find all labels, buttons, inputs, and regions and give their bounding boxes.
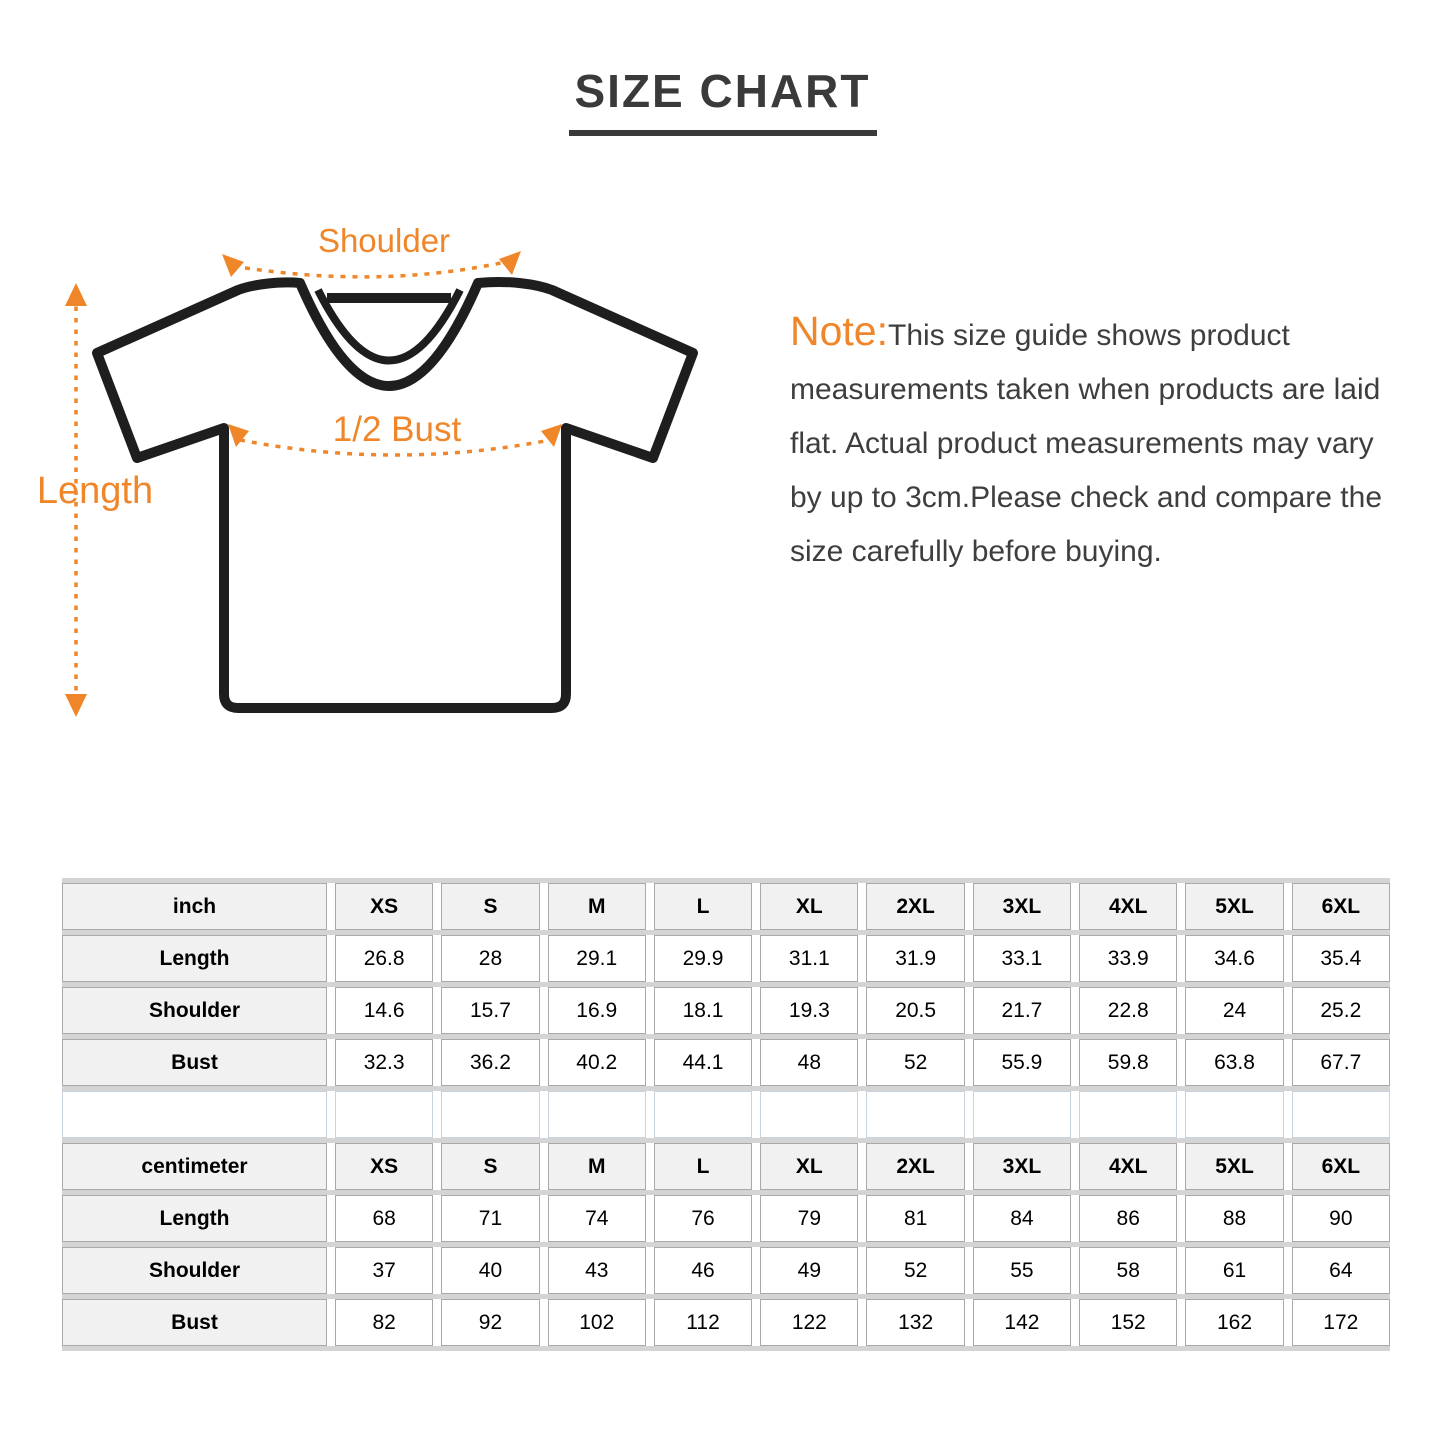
- empty-cell: [654, 1091, 752, 1138]
- value-cell: 35.4: [1292, 935, 1390, 982]
- value-cell: 48: [760, 1039, 858, 1086]
- table-row: [62, 1299, 1390, 1346]
- table-row: [62, 883, 1390, 930]
- size-tables: [62, 878, 1390, 1351]
- value-cell: 152: [1079, 1299, 1177, 1346]
- value-cell: 79: [760, 1195, 858, 1242]
- size-header-cell: M: [548, 1143, 646, 1190]
- value-cell: 33.1: [973, 935, 1071, 982]
- size-header-cell: S: [441, 883, 539, 930]
- empty-cell: [760, 1091, 858, 1138]
- table-row: [62, 1039, 1390, 1086]
- size-header-cell: S: [441, 1143, 539, 1190]
- empty-cell: [973, 1091, 1071, 1138]
- value-cell: 26.8: [335, 935, 433, 982]
- value-cell: 142: [973, 1299, 1071, 1346]
- size-header-cell: XL: [760, 1143, 858, 1190]
- size-header-cell: L: [654, 1143, 752, 1190]
- value-cell: 58: [1079, 1247, 1177, 1294]
- value-cell: 16.9: [548, 987, 646, 1034]
- value-cell: 112: [654, 1299, 752, 1346]
- empty-cell: [1292, 1091, 1390, 1138]
- value-cell: 172: [1292, 1299, 1390, 1346]
- value-cell: 55: [973, 1247, 1071, 1294]
- value-cell: 76: [654, 1195, 752, 1242]
- value-cell: 34.6: [1185, 935, 1283, 982]
- empty-cell: [1185, 1091, 1283, 1138]
- note-label: Note:: [790, 308, 888, 354]
- size-header-cell: 2XL: [866, 883, 964, 930]
- spacer-row: [62, 1091, 1390, 1138]
- value-cell: 64: [1292, 1247, 1390, 1294]
- value-cell: 81: [866, 1195, 964, 1242]
- note-text: This size guide shows product measurements taken when products are laid flat. Actual product measurements may vary by up to 3cm.Please check and compare the size carefully before buying.: [790, 319, 1383, 568]
- size-header-cell: 6XL: [1292, 883, 1390, 930]
- size-header-cell: M: [548, 883, 646, 930]
- empty-cell: [335, 1091, 433, 1138]
- row-label-cell: Bust: [62, 1299, 327, 1346]
- value-cell: 46: [654, 1247, 752, 1294]
- table-row: [62, 935, 1390, 982]
- unit-header-cell: centimeter: [62, 1143, 327, 1190]
- empty-cell: [1079, 1091, 1177, 1138]
- row-label-cell: Bust: [62, 1039, 327, 1086]
- title-wrap: [0, 64, 1445, 136]
- bust-label: 1/2 Bust: [332, 410, 462, 449]
- row-label-cell: Length: [62, 1195, 327, 1242]
- value-cell: 55.9: [973, 1039, 1071, 1086]
- value-cell: 31.1: [760, 935, 858, 982]
- size-header-cell: 3XL: [973, 883, 1071, 930]
- value-cell: 71: [441, 1195, 539, 1242]
- value-cell: 19.3: [760, 987, 858, 1034]
- table-row: [62, 1247, 1390, 1294]
- tshirt-outline: [97, 282, 693, 708]
- value-cell: 32.3: [335, 1039, 433, 1086]
- value-cell: 29.1: [548, 935, 646, 982]
- value-cell: 24: [1185, 987, 1283, 1034]
- value-cell: 40: [441, 1247, 539, 1294]
- size-header-cell: 3XL: [973, 1143, 1071, 1190]
- value-cell: 90: [1292, 1195, 1390, 1242]
- row-label-cell: Length: [62, 935, 327, 982]
- table-row: [62, 1195, 1390, 1242]
- tshirt-diagram: [30, 205, 770, 765]
- value-cell: 15.7: [441, 987, 539, 1034]
- value-cell: 61: [1185, 1247, 1283, 1294]
- value-cell: 43: [548, 1247, 646, 1294]
- value-cell: 59.8: [1079, 1039, 1177, 1086]
- row-label-cell: Shoulder: [62, 987, 327, 1034]
- tshirt-illustration: [30, 205, 770, 765]
- unit-header-cell: inch: [62, 883, 327, 930]
- value-cell: 14.6: [335, 987, 433, 1034]
- value-cell: 33.9: [1079, 935, 1177, 982]
- length-label: Length: [36, 470, 154, 512]
- value-cell: 31.9: [866, 935, 964, 982]
- value-cell: 63.8: [1185, 1039, 1283, 1086]
- value-cell: 132: [866, 1299, 964, 1346]
- value-cell: 22.8: [1079, 987, 1177, 1034]
- empty-cell: [866, 1091, 964, 1138]
- value-cell: 37: [335, 1247, 433, 1294]
- size-header-cell: 5XL: [1185, 1143, 1283, 1190]
- value-cell: 67.7: [1292, 1039, 1390, 1086]
- size-header-cell: XS: [335, 883, 433, 930]
- value-cell: 92: [441, 1299, 539, 1346]
- size-header-cell: XL: [760, 883, 858, 930]
- value-cell: 20.5: [866, 987, 964, 1034]
- value-cell: 52: [866, 1039, 964, 1086]
- value-cell: 21.7: [973, 987, 1071, 1034]
- note-block: [790, 304, 1394, 579]
- value-cell: 162: [1185, 1299, 1283, 1346]
- value-cell: 25.2: [1292, 987, 1390, 1034]
- value-cell: 52: [866, 1247, 964, 1294]
- value-cell: 68: [335, 1195, 433, 1242]
- row-label-cell: Shoulder: [62, 1247, 327, 1294]
- value-cell: 36.2: [441, 1039, 539, 1086]
- empty-cell: [548, 1091, 646, 1138]
- table-row: [62, 987, 1390, 1034]
- empty-cell: [441, 1091, 539, 1138]
- value-cell: 29.9: [654, 935, 752, 982]
- value-cell: 86: [1079, 1195, 1177, 1242]
- value-cell: 44.1: [654, 1039, 752, 1086]
- size-header-cell: 2XL: [866, 1143, 964, 1190]
- value-cell: 74: [548, 1195, 646, 1242]
- value-cell: 49: [760, 1247, 858, 1294]
- empty-cell: [62, 1091, 327, 1138]
- size-header-cell: 4XL: [1079, 883, 1177, 930]
- table-row: [62, 1143, 1390, 1190]
- size-header-cell: XS: [335, 1143, 433, 1190]
- size-header-cell: 5XL: [1185, 883, 1283, 930]
- size-header-cell: 4XL: [1079, 1143, 1177, 1190]
- value-cell: 18.1: [654, 987, 752, 1034]
- value-cell: 40.2: [548, 1039, 646, 1086]
- value-cell: 102: [548, 1299, 646, 1346]
- size-header-cell: 6XL: [1292, 1143, 1390, 1190]
- page-title: SIZE CHART: [569, 64, 877, 136]
- size-header-cell: L: [654, 883, 752, 930]
- value-cell: 82: [335, 1299, 433, 1346]
- value-cell: 88: [1185, 1195, 1283, 1242]
- value-cell: 122: [760, 1299, 858, 1346]
- value-cell: 28: [441, 935, 539, 982]
- value-cell: 84: [973, 1195, 1071, 1242]
- shoulder-label: Shoulder: [317, 222, 451, 259]
